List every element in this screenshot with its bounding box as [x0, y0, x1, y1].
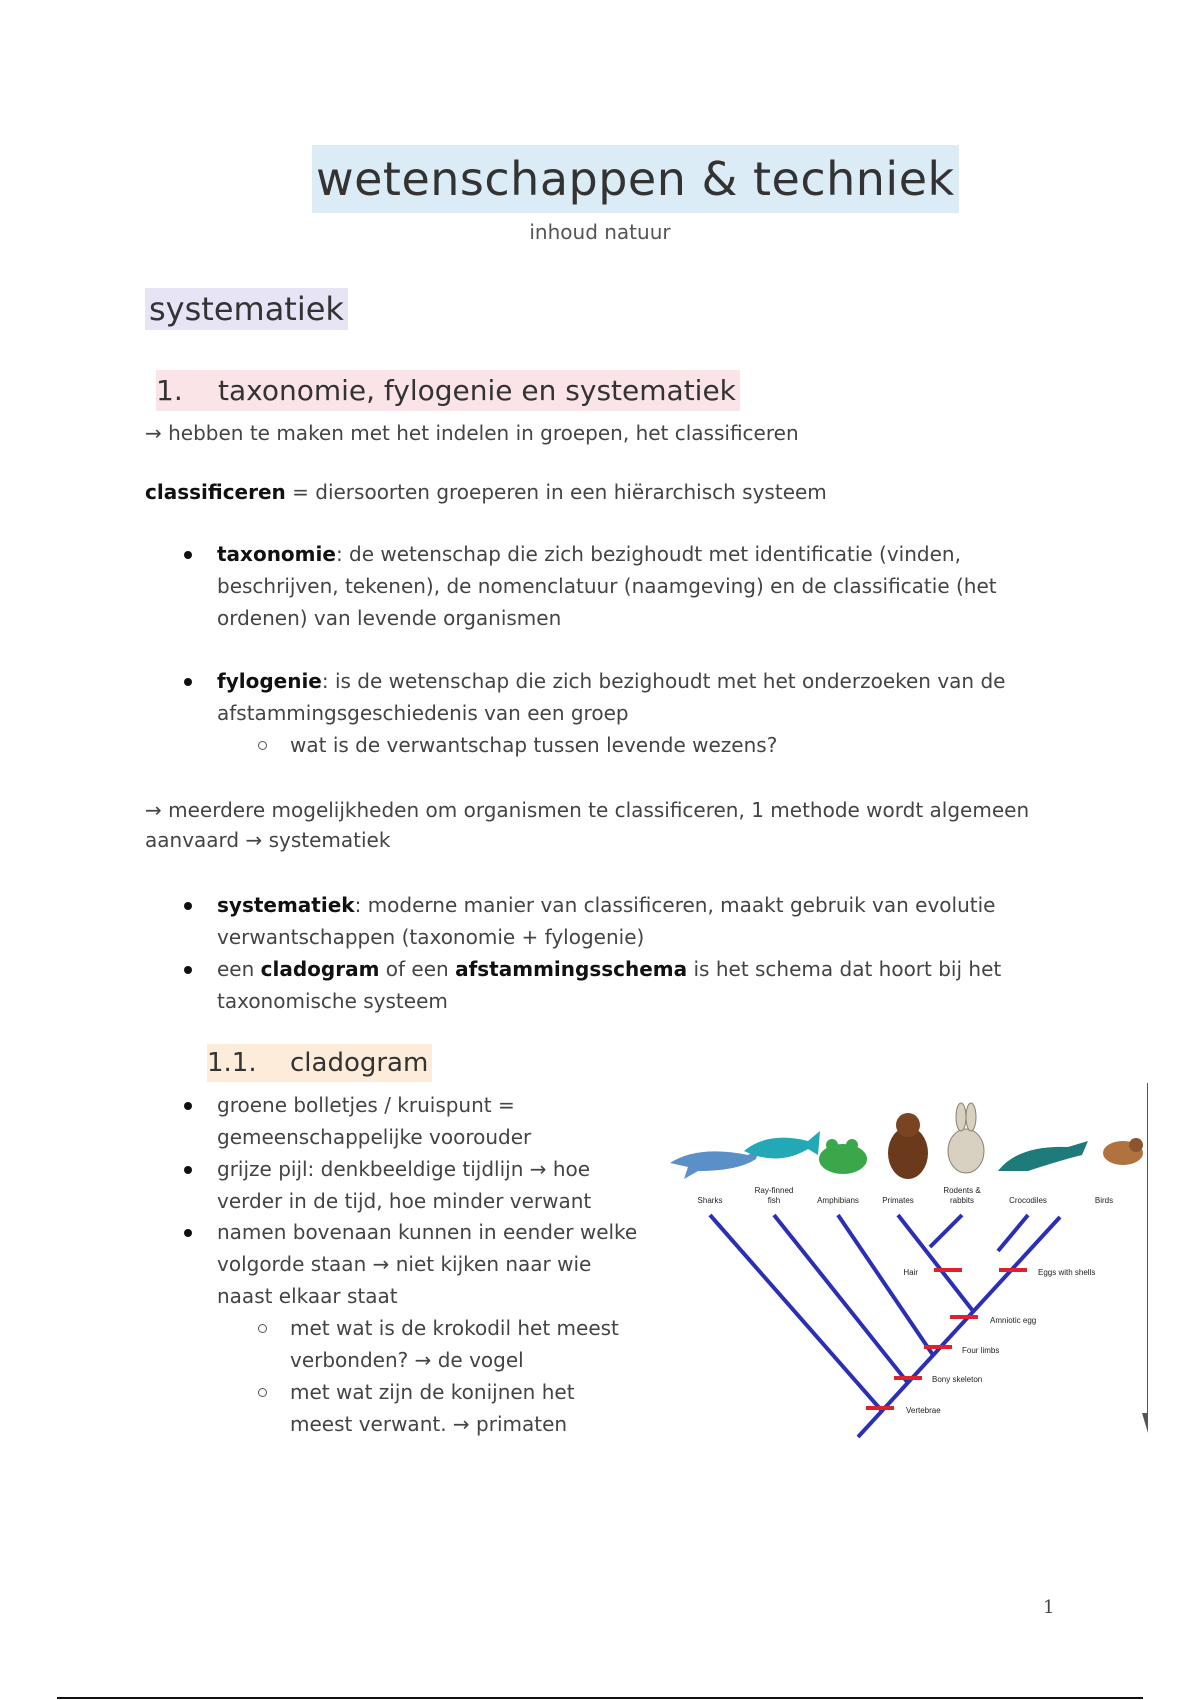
definition-text: = diersoorten groeperen in een hiërarchisch systeem — [285, 480, 827, 504]
taxon-label: Ray-finned — [754, 1186, 794, 1195]
trait-label: Bony skeleton — [932, 1375, 983, 1384]
bullet-term: fylogenie — [217, 669, 322, 693]
cladogram-branch — [838, 1215, 933, 1355]
cladogram-figure — [668, 1075, 1148, 1445]
clado-bullet — [217, 1089, 531, 1153]
page-subtitle: inhoud natuur — [529, 220, 671, 244]
cladogram-branch — [898, 1215, 973, 1311]
trait-label: Hair — [903, 1268, 918, 1277]
bullet-dot — [184, 551, 192, 559]
bullet-line: verwantschappen (taxonomie + fylogenie) — [217, 925, 645, 949]
sub-bullet-circle — [258, 1324, 267, 1333]
bullet-term: systematiek — [217, 893, 355, 917]
sub-bullet-text: wat is de verwantschap tussen levende wezens? — [290, 733, 778, 757]
bullet-line: met wat zijn de konijnen het — [290, 1380, 575, 1404]
bullet-line: groene bolletjes / kruispunt = — [217, 1093, 515, 1117]
bullet-dot — [184, 966, 192, 974]
heading-1 — [156, 370, 740, 411]
taxon-label: Sharks — [697, 1196, 723, 1205]
page-title: wetenschappen & techniek — [312, 145, 959, 213]
heading-1-1-number: 1.1. — [207, 1048, 257, 1078]
bullet-line: beschrijven, tekenen), de nomenclatuur (naamgeving) en de classificatie (het — [217, 574, 997, 598]
bullet-line: met wat is de krokodil het meest — [290, 1316, 619, 1340]
bullet-cladogram — [217, 953, 1001, 1017]
taxon-label: Amphibians — [817, 1196, 859, 1205]
bullet-dot — [184, 1102, 192, 1110]
frog-icon — [819, 1139, 867, 1174]
cladogram-branch — [998, 1215, 1028, 1251]
clado-sub-bullet — [290, 1376, 575, 1440]
cladogram-branches — [710, 1215, 1060, 1437]
sub-bullet-circle — [258, 1388, 267, 1397]
bullet-line: naast elkaar staat — [217, 1284, 398, 1308]
bullet-line: afstammingsgeschiedenis van een groep — [217, 701, 629, 725]
sub-bullet-circle — [258, 741, 267, 750]
timeline-arrowhead-icon — [1142, 1413, 1148, 1433]
cladogram-branch — [930, 1215, 962, 1247]
bullet-dot — [184, 902, 192, 910]
bullet-line: gemeenschappelijke voorouder — [217, 1125, 532, 1149]
paragraph-line: aanvaard → systematiek — [145, 828, 391, 852]
bullet-line: : is de wetenschap die zich bezighoudt met het onderzoeken van de — [321, 669, 1006, 693]
bullet-line: : de wetenschap die zich bezighoudt met identificatie (vinden, — [335, 542, 961, 566]
primate-icon — [888, 1113, 928, 1179]
bullet-line: meest verwant. → primaten — [290, 1412, 568, 1436]
clado-bullet — [217, 1216, 637, 1312]
definition-term: classificeren — [145, 480, 286, 504]
bullet-term: afstammingsschema — [455, 957, 688, 981]
intro-line: → hebben te maken met het indelen in groepen, het classificeren — [145, 421, 799, 445]
section-heading: systematiek — [145, 288, 348, 330]
fish-icon — [744, 1131, 820, 1159]
heading-1-number: 1. — [156, 374, 183, 407]
bullet-line: grijze pijl: denkbeeldige tijdlijn → hoe — [217, 1157, 591, 1181]
crocodile-icon — [998, 1141, 1088, 1171]
sub-bullet-fylogenie — [290, 729, 777, 761]
taxon-label: Birds — [1094, 1196, 1114, 1205]
rabbit-icon — [948, 1103, 984, 1173]
bullet-text: of een — [379, 957, 456, 981]
bullet-line: verder in de tijd, hoe minder verwant — [217, 1189, 592, 1213]
taxon-label: fish — [767, 1196, 781, 1205]
bullet-line: verbonden? → de vogel — [290, 1348, 524, 1372]
bullet-dot — [184, 1166, 192, 1174]
bullet-term: cladogram — [260, 957, 380, 981]
clado-sub-bullet — [290, 1312, 619, 1376]
bullet-text: een — [217, 957, 261, 981]
trait-label: Eggs with shells — [1038, 1268, 1096, 1277]
paragraph-2 — [145, 794, 1029, 856]
bullet-line: : moderne manier van classificeren, maakt gebruik van evolutie — [354, 893, 996, 917]
cladogram-branch — [774, 1215, 908, 1383]
bullet-dot — [184, 678, 192, 686]
heading-1-text: taxonomie, fylogenie en systematiek — [218, 374, 736, 407]
page-number: 1 — [1043, 1597, 1055, 1618]
bullet-line: ordenen) van levende organismen — [217, 606, 562, 630]
bullet-line: taxonomische systeem — [217, 989, 448, 1013]
bullet-term: taxonomie — [217, 542, 336, 566]
clado-bullet — [217, 1153, 591, 1217]
heading-1-1 — [207, 1044, 432, 1082]
bullet-line: volgorde staan → niet kijken naar wie — [217, 1252, 592, 1276]
cladogram-trunk — [858, 1217, 1060, 1437]
bird-icon — [1103, 1138, 1143, 1165]
bullet-text: is het schema dat hoort bij het — [687, 957, 1002, 981]
footer-divider — [57, 1697, 1143, 1699]
bullet-line: namen bovenaan kunnen in eender welke — [217, 1220, 638, 1244]
taxon-label: Primates — [882, 1196, 914, 1205]
taxon-label: Rodents & — [943, 1186, 981, 1195]
taxon-label: Crocodiles — [1009, 1196, 1047, 1205]
taxon-label: rabbits — [949, 1196, 975, 1205]
trait-label: Vertebrae — [906, 1406, 941, 1415]
trait-label: Amniotic egg — [990, 1316, 1037, 1325]
definition-classificeren — [145, 476, 827, 508]
bullet-fylogenie — [217, 665, 1005, 729]
bullet-taxonomie — [217, 538, 997, 634]
heading-1-1-text: cladogram — [290, 1048, 429, 1078]
trait-label: Four limbs — [962, 1346, 1000, 1355]
bullet-systematiek — [217, 889, 995, 953]
paragraph-line: → meerdere mogelijkheden om organismen te classificeren, 1 methode wordt algemeen — [145, 798, 1030, 822]
bullet-dot — [184, 1229, 192, 1237]
